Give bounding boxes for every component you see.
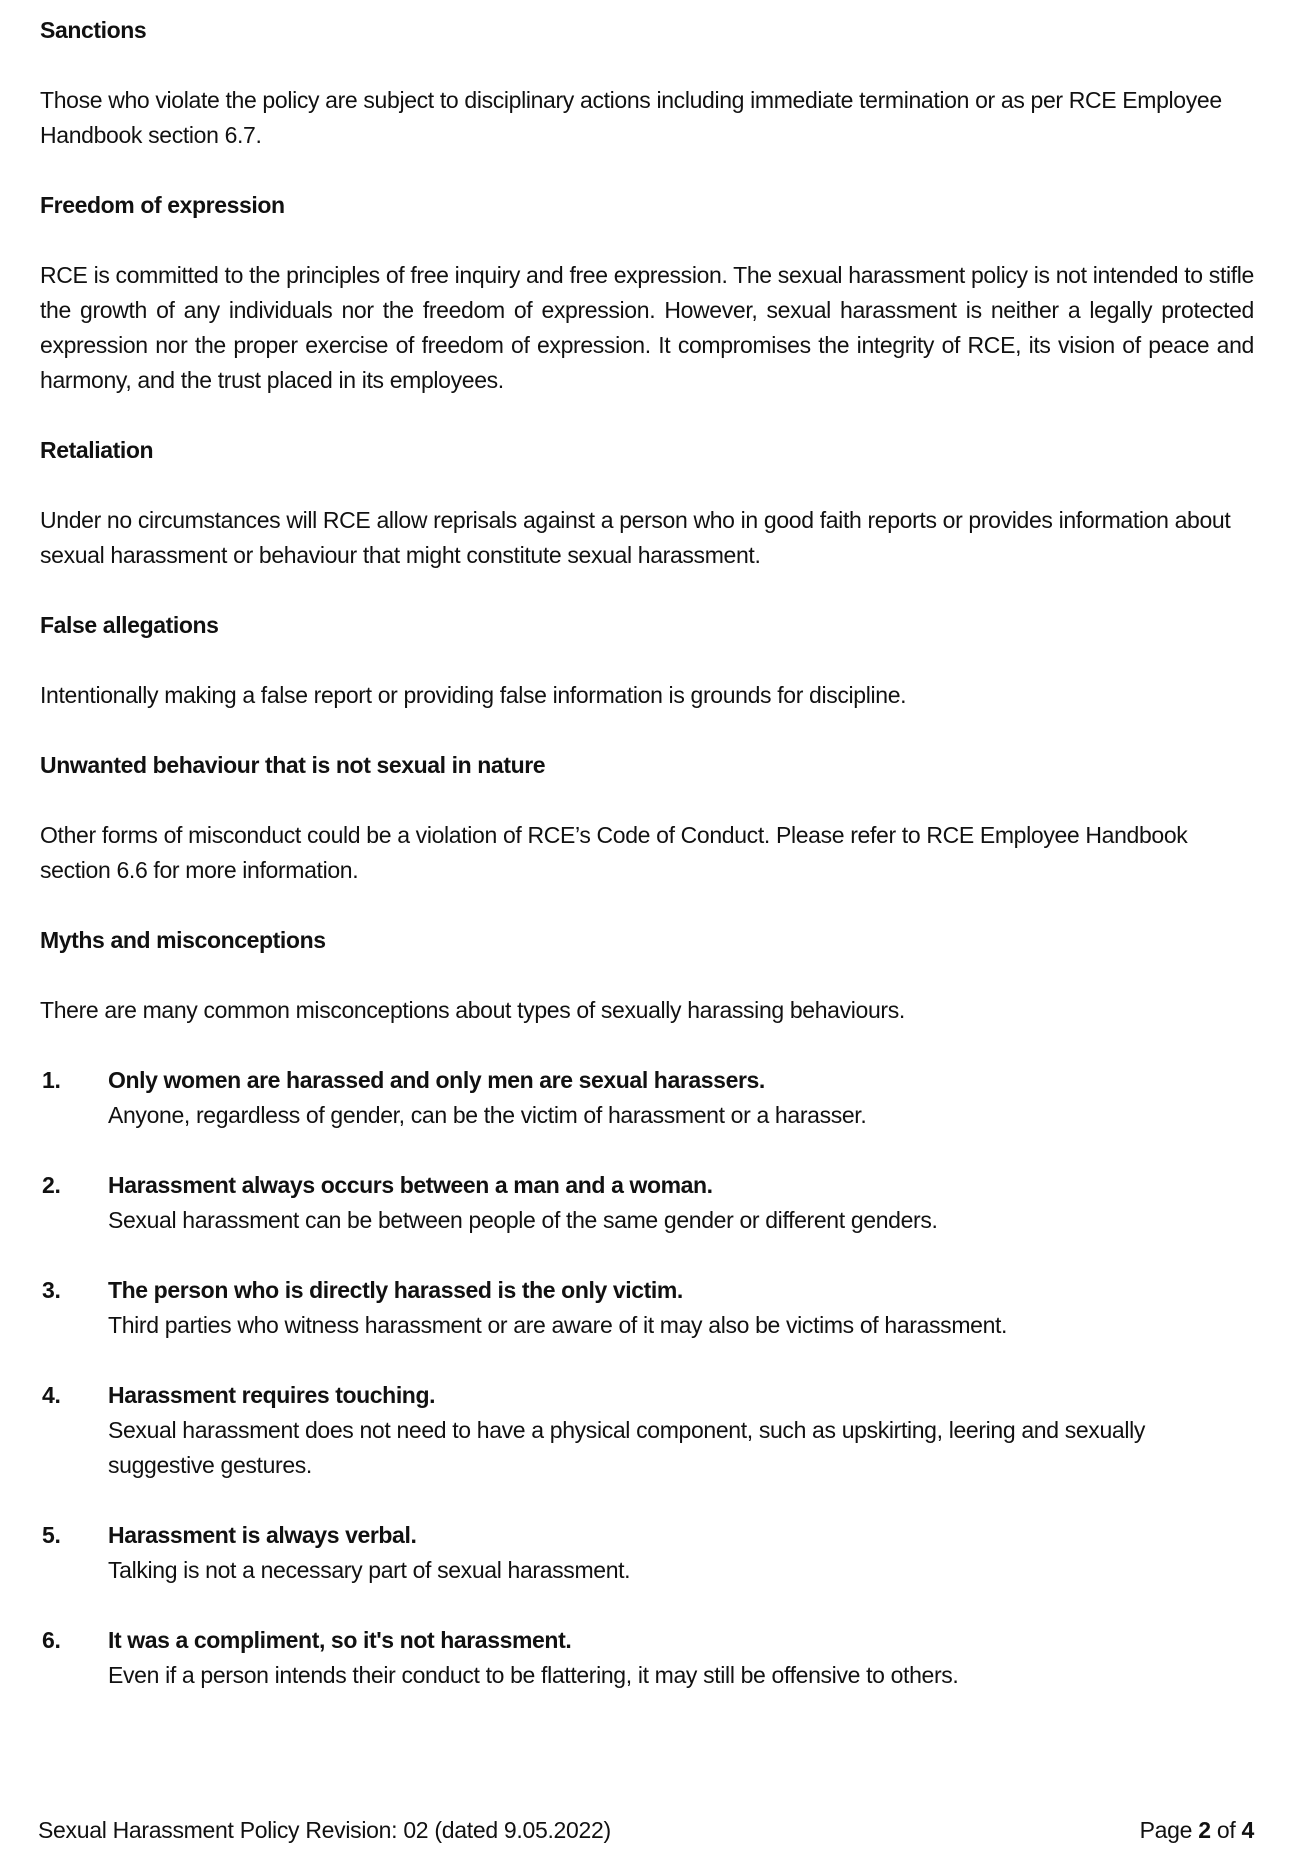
myth-title: Harassment always occurs between a man and a woman. [108,1172,713,1198]
myth-number: 3. [42,1277,61,1303]
section-heading: Unwanted behaviour that is not sexual in nature [40,752,546,778]
section-heading: Myths and misconceptions [40,927,326,953]
page-current: 2 [1198,1817,1211,1843]
page-prefix: Page [1139,1817,1199,1843]
myth-description: Even if a person intends their conduct to be flattering, it may still be offensive to others. [108,1662,959,1688]
page-separator: of [1210,1817,1242,1843]
myth-list-item [40,1168,1254,1238]
myth-title: The person who is directly harassed is the only victim. [108,1277,683,1303]
myth-description: Third parties who witness harassment or are aware of it may also be victims of harassment. [108,1312,1008,1338]
section-heading: Retaliation [40,437,154,463]
document-page [40,13,1254,1728]
myth-list-item [40,1063,1254,1133]
footer-page-number [1140,1815,1254,1845]
section-paragraph: RCE is committed to the principles of free inquiry and free expression. The sexual harassment policy is not intended to stifle the growth of any individuals nor the freedom of expression. However, sexual harassment is neither a legally protected expression nor the proper exercise of freedom of expression. It compromises the integrity of RCE, its vision of peace and harmony, and the trust placed in its employees. [40,262,1254,393]
myth-title: Harassment requires touching. [108,1382,436,1408]
section-heading: Sanctions [40,17,147,43]
page-total: 4 [1241,1817,1254,1843]
myth-number: 1. [42,1067,61,1093]
section-retaliation [40,433,1254,573]
section-paragraph: Intentionally making a false report or providing false information is grounds for discipline. [40,682,907,708]
section-myths-and-misconceptions [40,923,1254,1693]
section-heading: Freedom of expression [40,192,285,218]
section-heading: False allegations [40,612,219,638]
myth-number: 4. [42,1382,61,1408]
section-sanctions [40,13,1254,153]
myth-title: It was a compliment, so it's not harassment. [108,1627,572,1653]
myth-title: Harassment is always verbal. [108,1522,417,1548]
myth-list-item [40,1623,1254,1693]
myths-list [40,1063,1254,1693]
myth-description: Talking is not a necessary part of sexual harassment. [108,1557,631,1583]
section-freedom-of-expression [40,188,1254,398]
section-paragraph: There are many common misconceptions about types of sexually harassing behaviours. [40,997,905,1023]
myth-number: 6. [42,1627,61,1653]
section-unwanted-behaviour [40,748,1254,888]
myth-list-item [40,1518,1254,1588]
myth-description: Anyone, regardless of gender, can be the victim of harassment or a harasser. [108,1102,867,1128]
myth-description: Sexual harassment can be between people of the same gender or different genders. [108,1207,938,1233]
section-paragraph: Under no circumstances will RCE allow reprisals against a person who in good faith reports or provides information about sexual harassment or behaviour that might constitute sexual harassment. [40,507,1231,568]
myth-description: Sexual harassment does not need to have a physical component, such as upskirting, leering and sexually suggestive gestures. [108,1417,1146,1478]
section-false-allegations [40,608,1254,713]
section-paragraph: Those who violate the policy are subject to disciplinary actions including immediate termination or as per RCE Employee Handbook section 6.7. [40,87,1222,148]
section-paragraph: Other forms of misconduct could be a violation of RCE’s Code of Conduct. Please refer to RCE Employee Handbook section 6.6 for more information. [40,822,1188,883]
page-footer [38,1815,1254,1845]
footer-document-info: Sexual Harassment Policy Revision: 02 (dated 9.05.2022) [38,1817,611,1843]
myth-number: 2. [42,1172,61,1198]
myth-list-item [40,1273,1254,1343]
myth-title: Only women are harassed and only men are sexual harassers. [108,1067,765,1093]
myth-list-item [40,1378,1254,1483]
myth-number: 5. [42,1522,61,1548]
